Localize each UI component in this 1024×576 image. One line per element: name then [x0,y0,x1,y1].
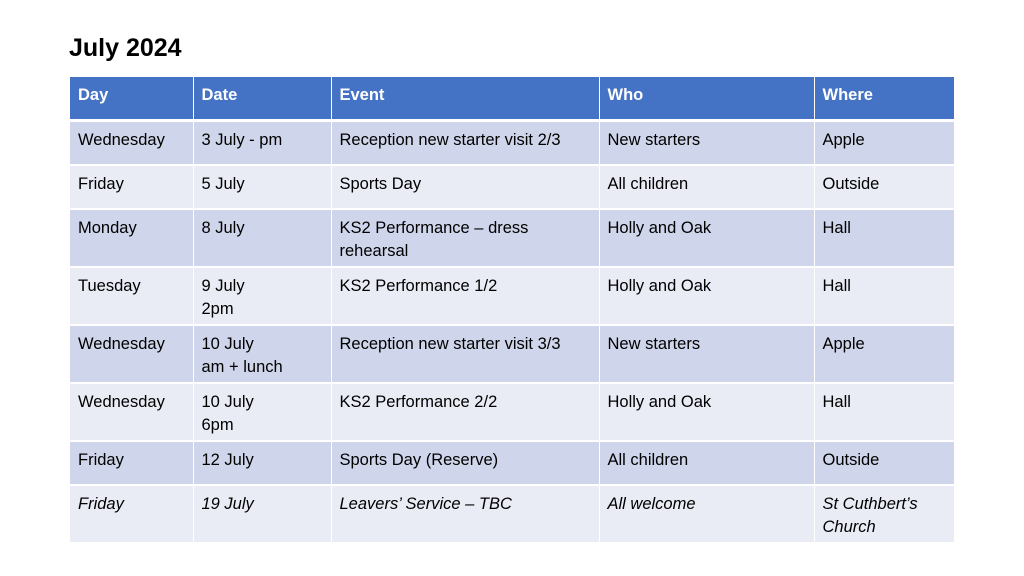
cell-event: Reception new starter visit 3/3 [331,325,599,383]
cell-date: 12 July [193,441,331,485]
cell-where: Hall [814,383,954,441]
cell-who: Holly and Oak [599,209,814,267]
cell-date: 9 July 2pm [193,267,331,325]
cell-event: KS2 Performance 1/2 [331,267,599,325]
header-where: Where [814,77,954,121]
cell-day: Wednesday [70,325,193,383]
cell-who: New starters [599,325,814,383]
cell-event: KS2 Performance 2/2 [331,383,599,441]
cell-where: Hall [814,209,954,267]
table-row [70,441,954,485]
table-row [70,267,954,325]
cell-who: All welcome [599,485,814,543]
cell-day: Wednesday [70,121,193,166]
cell-day: Wednesday [70,383,193,441]
cell-where: St Cuthbert’s Church [814,485,954,543]
cell-date: 5 July [193,165,331,209]
cell-who: All children [599,441,814,485]
table-row [70,383,954,441]
cell-day: Friday [70,165,193,209]
cell-date: 10 July am + lunch [193,325,331,383]
cell-event: Sports Day (Reserve) [331,441,599,485]
header-day: Day [70,77,193,121]
header-event: Event [331,77,599,121]
cell-where: Apple [814,325,954,383]
table-row [70,209,954,267]
cell-event: KS2 Performance – dress rehearsal [331,209,599,267]
cell-date: 8 July [193,209,331,267]
table-row [70,325,954,383]
cell-where: Outside [814,165,954,209]
cell-where: Outside [814,441,954,485]
cell-who: New starters [599,121,814,166]
cell-event: Sports Day [331,165,599,209]
table-header-row [70,77,954,121]
table-row [70,165,954,209]
cell-day: Tuesday [70,267,193,325]
cell-date: 10 July 6pm [193,383,331,441]
cell-date: 19 July [193,485,331,543]
header-who: Who [599,77,814,121]
cell-day: Friday [70,485,193,543]
cell-where: Hall [814,267,954,325]
cell-day: Friday [70,441,193,485]
cell-who: Holly and Oak [599,383,814,441]
table-row [70,121,954,166]
cell-event: Reception new starter visit 2/3 [331,121,599,166]
page-title: July 2024 [69,34,182,62]
events-table [70,77,954,544]
cell-who: All children [599,165,814,209]
cell-date: 3 July - pm [193,121,331,166]
table-row [70,485,954,543]
cell-where: Apple [814,121,954,166]
header-date: Date [193,77,331,121]
cell-day: Monday [70,209,193,267]
cell-who: Holly and Oak [599,267,814,325]
cell-event: Leavers’ Service – TBC [331,485,599,543]
